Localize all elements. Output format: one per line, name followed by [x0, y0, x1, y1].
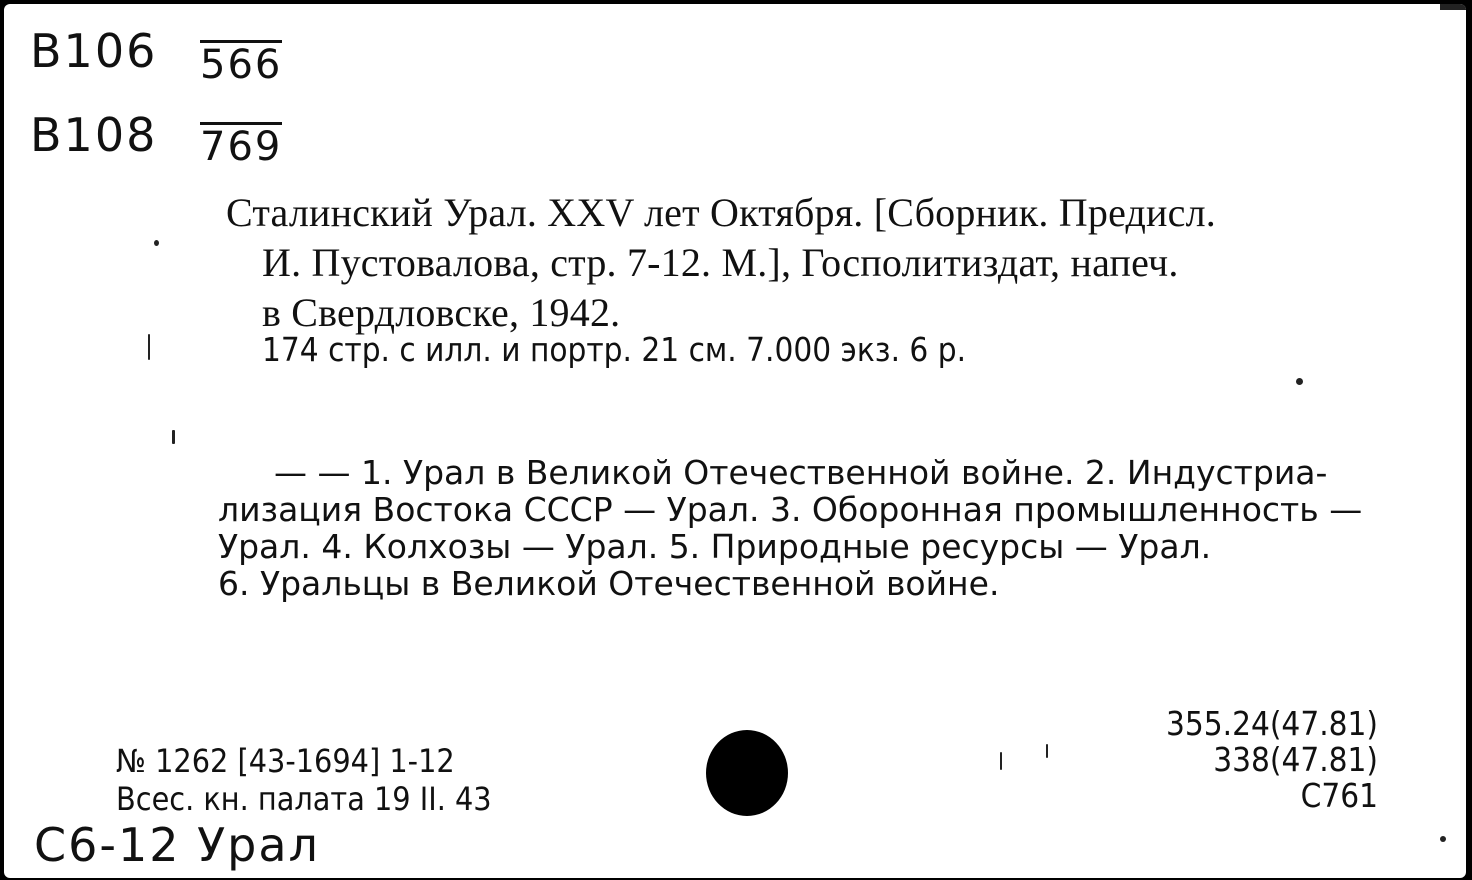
subject-line-3: Урал. 4. Колхозы — Урал. 5. Природные ресурсы — Урал. — [218, 527, 1212, 566]
handwritten-fraction-1: 566 — [200, 42, 283, 88]
subject-line-1: — — 1. Урал в Великой Отечественной войне. 2. Индустриа- — [274, 453, 1328, 492]
registration-line-2: Всес. кн. палата 19 II. 43 — [116, 780, 492, 818]
scan-speck — [1440, 4, 1466, 10]
scan-speck — [1296, 378, 1303, 385]
card-punch-hole — [706, 730, 788, 816]
collation-line: 174 стр. с илл. и портр. 21 см. 7.000 экз. 6 р. — [262, 330, 967, 369]
handwritten-code-2: B108 — [30, 108, 158, 162]
classification-line-3: С761 — [1300, 776, 1378, 815]
scan-speck — [172, 430, 175, 444]
scan-speck — [1440, 836, 1446, 842]
registration-info — [116, 742, 492, 818]
classification-line-1: 355.24(47.81) — [1166, 704, 1378, 743]
scan-speck — [154, 240, 159, 246]
bibliographic-title — [226, 188, 1386, 338]
scan-speck — [148, 334, 150, 360]
classification-codes — [1166, 706, 1378, 814]
title-line-3: в Свердловске, 1942. — [262, 290, 621, 335]
handwritten-fraction-2: 769 — [200, 124, 283, 170]
catalog-card — [4, 4, 1466, 878]
handwritten-bottom-note: C6-12 Урал — [34, 818, 320, 872]
scan-speck — [1046, 744, 1048, 758]
subject-line-4: 6. Уральцы в Великой Отечественной войне. — [218, 564, 1000, 603]
subject-headings — [218, 454, 1382, 602]
classification-line-2: 338(47.81) — [1213, 740, 1378, 779]
subject-line-2: лизация Востока СССР — Урал. 3. Оборонная промышленность — — [218, 490, 1363, 529]
title-line-1: Сталинский Урал. XXV лет Октября. [Сборник. Предисл. — [226, 190, 1216, 235]
registration-line-1: № 1262 [43-1694] 1-12 — [116, 742, 455, 780]
title-line-2: И. Пустовалова, стр. 7-12. М.], Госполитиздат, напеч. — [262, 240, 1179, 285]
scan-speck — [1000, 752, 1002, 770]
handwritten-code-1: B106 — [30, 24, 158, 78]
